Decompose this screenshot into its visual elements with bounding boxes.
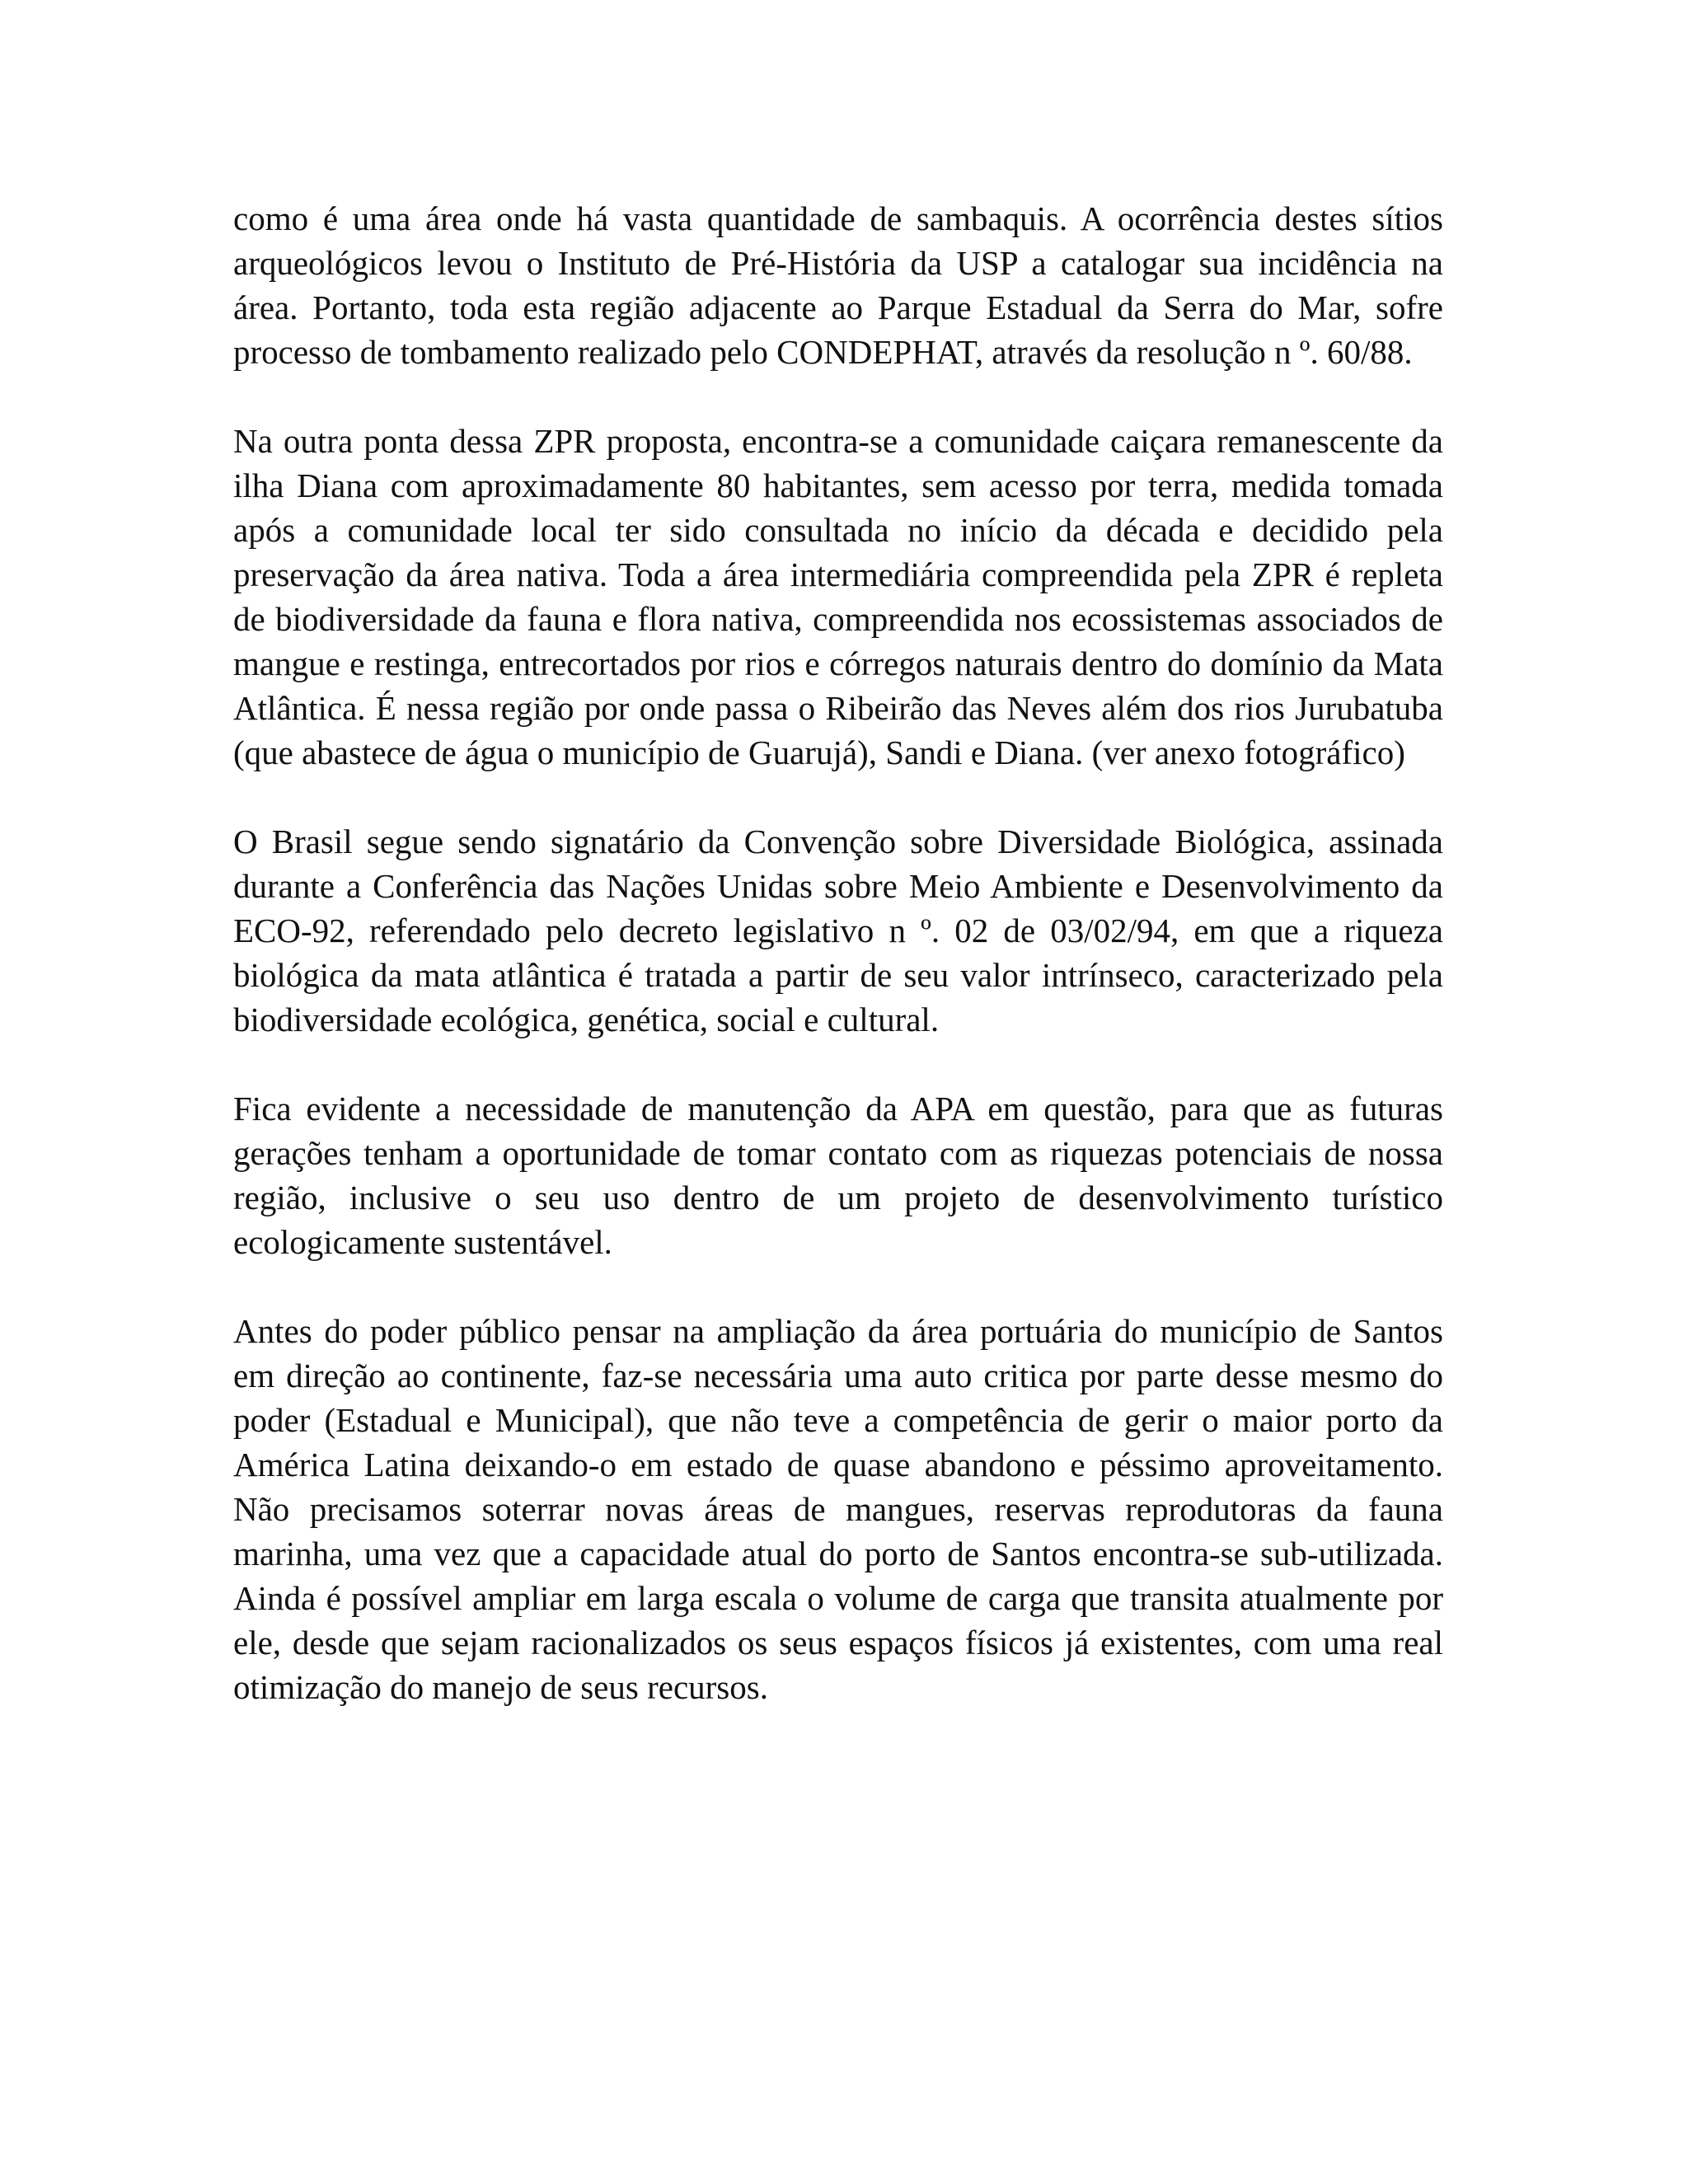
paragraph-4: Fica evidente a necessidade de manutenção da APA em questão, para que as futuras gerações tenham a oportunidade de tomar contato com as riquezas potenciais de nossa região, inclusive o seu uso dentro de um projeto de desenvolvimento turístico ecologicamente sustentável. bbox=[233, 1090, 1443, 1261]
paragraph-3: O Brasil segue sendo signatário da Convenção sobre Diversidade Biológica, assinada durante a Conferência das Nações Unidas sobre Meio Ambiente e Desenvolvimento da ECO-92, referendado pelo decreto legislativo n º. 02 de 03/02/94, em que a riqueza biológica da mata atlântica é tratada a partir de seu valor intrínseco, caracterizado pela biodiversidade ecológica, genética, social e cultural. bbox=[233, 823, 1443, 1038]
document-body bbox=[233, 196, 1443, 1709]
paragraph-2: Na outra ponta dessa ZPR proposta, encontra-se a comunidade caiçara remanescente da ilha Diana com aproximadamente 80 habitantes, sem acesso por terra, medida tomada após a comunidade local ter sido consultada no início da década e decidido pela preservação da área nativa. Toda a área intermediária compreendida pela ZPR é repleta de biodiversidade da fauna e flora nativa, compreendida nos ecossistemas associados de mangue e restinga, entrecortados por rios e córregos naturais dentro do domínio da Mata Atlântica. É nessa região por onde passa o Ribeirão das Neves além dos rios Jurubatuba (que abastece de água o município de Guarujá), Sandi e Diana. (ver anexo fotográfico) bbox=[233, 422, 1443, 771]
paragraph-5: Antes do poder público pensar na ampliação da área portuária do município de Santos em direção ao continente, faz-se necessária uma auto critica por parte desse mesmo do poder (Estadual e Municipal), que não teve a competência de gerir o maior porto da América Latina deixando-o em estado de quase abandono e péssimo aproveitamento. Não precisamos soterrar novas áreas de mangues, reservas reprodutoras da fauna marinha, uma vez que a capacidade atual do porto de Santos encontra-se sub-utilizada. Ainda é possível ampliar em larga escala o volume de carga que transita atualmente por ele, desde que sejam racionalizados os seus espaços físicos já existentes, com uma real otimização do manejo de seus recursos. bbox=[233, 1312, 1443, 1706]
paragraph-1: como é uma área onde há vasta quantidade de sambaquis. A ocorrência destes sítios arqueológicos levou o Instituto de Pré-História da USP a catalogar sua incidência na área. Portanto, toda esta região adjacente ao Parque Estadual da Serra do Mar, sofre processo de tombamento realizado pelo CONDEPHAT, através da resolução n º. 60/88. bbox=[233, 199, 1443, 371]
